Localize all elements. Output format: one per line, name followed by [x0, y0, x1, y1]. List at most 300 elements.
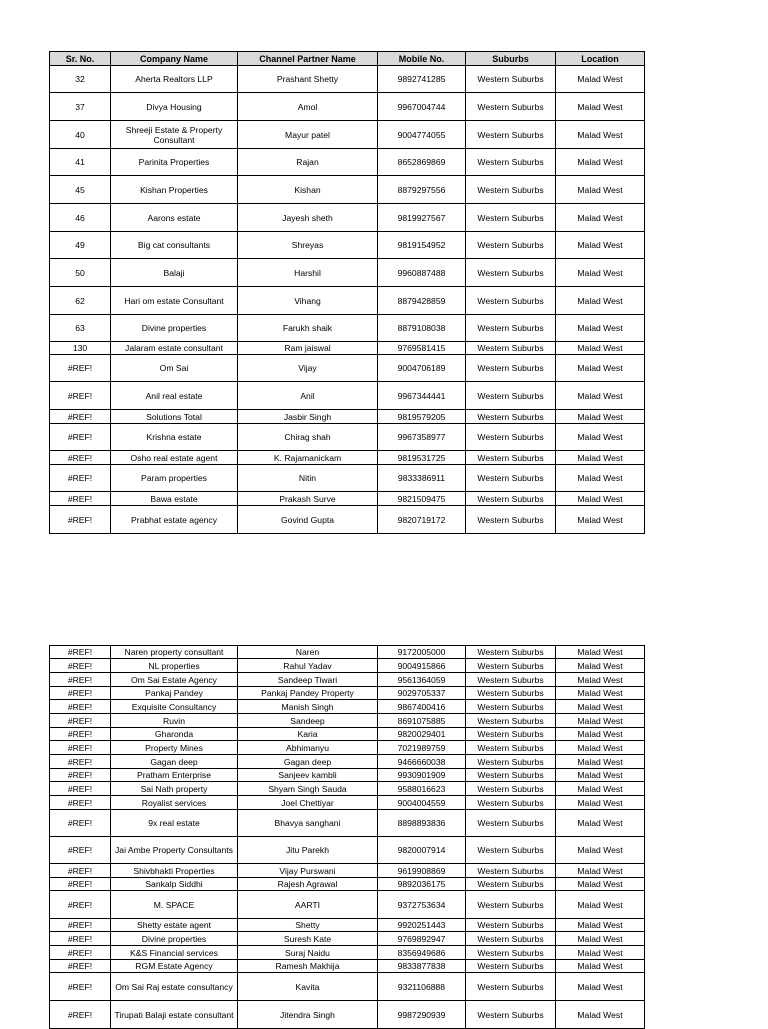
- cell-company-name: Prabhat estate agency: [111, 506, 238, 534]
- table-row: [50, 121, 645, 149]
- cell-suburb: Western Suburbs: [466, 837, 556, 864]
- cell-location: Malad West: [556, 810, 645, 837]
- cell-partner-name: Prakash Surve: [238, 492, 378, 506]
- table-row: [50, 769, 645, 782]
- cell-location: Malad West: [556, 973, 645, 1001]
- table-row: [50, 93, 645, 121]
- cell-sr-no: 63: [50, 315, 111, 342]
- cell-location: Malad West: [556, 424, 645, 451]
- cell-company-name: Shetty estate agent: [111, 919, 238, 932]
- cell-location: Malad West: [556, 315, 645, 342]
- table-row: [50, 465, 645, 492]
- cell-sr-no: #REF!: [50, 646, 111, 659]
- partner-table-bottom: [49, 645, 645, 1029]
- cell-suburb: Western Suburbs: [466, 204, 556, 232]
- cell-mobile-no: 9820007914: [378, 837, 466, 864]
- table-row: [50, 714, 645, 728]
- cell-location: Malad West: [556, 687, 645, 700]
- cell-partner-name: Suresh Kate: [238, 932, 378, 946]
- cell-suburb: Western Suburbs: [466, 287, 556, 315]
- cell-company-name: Aherta Realtors LLP: [111, 66, 238, 93]
- cell-partner-name: Suraj Naidu: [238, 946, 378, 960]
- cell-location: Malad West: [556, 287, 645, 315]
- table-row: [50, 66, 645, 93]
- cell-mobile-no: 8879428859: [378, 287, 466, 315]
- table-row: [50, 932, 645, 946]
- table-row: [50, 315, 645, 342]
- cell-suburb: Western Suburbs: [466, 673, 556, 687]
- table-row: [50, 700, 645, 714]
- cell-company-name: Solutions Total: [111, 410, 238, 424]
- cell-company-name: Shreeji Estate & Property Consultant: [111, 121, 238, 149]
- cell-mobile-no: 9820029401: [378, 728, 466, 741]
- cell-suburb: Western Suburbs: [466, 410, 556, 424]
- cell-sr-no: #REF!: [50, 755, 111, 769]
- cell-mobile-no: 8691075885: [378, 714, 466, 728]
- cell-company-name: Osho real estate agent: [111, 451, 238, 465]
- cell-sr-no: #REF!: [50, 728, 111, 741]
- cell-sr-no: #REF!: [50, 960, 111, 973]
- cell-company-name: Ruvin: [111, 714, 238, 728]
- table-row: [50, 424, 645, 451]
- cell-suburb: Western Suburbs: [466, 960, 556, 973]
- cell-partner-name: K. Rajamanickam: [238, 451, 378, 465]
- cell-location: Malad West: [556, 204, 645, 232]
- cell-company-name: Krishna estate: [111, 424, 238, 451]
- cell-company-name: Tirupati Balaji estate consultant: [111, 1001, 238, 1029]
- table-row: [50, 810, 645, 837]
- cell-suburb: Western Suburbs: [466, 355, 556, 382]
- cell-location: Malad West: [556, 410, 645, 424]
- table-row: [50, 796, 645, 810]
- cell-suburb: Western Suburbs: [466, 782, 556, 796]
- cell-location: Malad West: [556, 714, 645, 728]
- header-row: [50, 52, 645, 66]
- cell-suburb: Western Suburbs: [466, 810, 556, 837]
- cell-sr-no: #REF!: [50, 741, 111, 755]
- cell-company-name: NL properties: [111, 659, 238, 673]
- table-row: [50, 355, 645, 382]
- cell-partner-name: Vijay Purswani: [238, 864, 378, 878]
- cell-location: Malad West: [556, 919, 645, 932]
- cell-sr-no: #REF!: [50, 796, 111, 810]
- cell-sr-no: 46: [50, 204, 111, 232]
- cell-company-name: Shivbhakti Properties: [111, 864, 238, 878]
- cell-company-name: Anil real estate: [111, 382, 238, 410]
- cell-suburb: Western Suburbs: [466, 232, 556, 259]
- cell-suburb: Western Suburbs: [466, 796, 556, 810]
- cell-sr-no: #REF!: [50, 837, 111, 864]
- table-row: [50, 149, 645, 176]
- table-row: [50, 1001, 645, 1029]
- cell-location: Malad West: [556, 932, 645, 946]
- cell-sr-no: #REF!: [50, 492, 111, 506]
- cell-partner-name: Jasbir Singh: [238, 410, 378, 424]
- cell-suburb: Western Suburbs: [466, 424, 556, 451]
- cell-location: Malad West: [556, 232, 645, 259]
- cell-sr-no: 49: [50, 232, 111, 259]
- cell-partner-name: Shetty: [238, 919, 378, 932]
- cell-company-name: Pankaj Pandey: [111, 687, 238, 700]
- cell-location: Malad West: [556, 891, 645, 919]
- cell-suburb: Western Suburbs: [466, 492, 556, 506]
- cell-sr-no: #REF!: [50, 465, 111, 492]
- table-row: [50, 960, 645, 973]
- cell-mobile-no: 9967358977: [378, 424, 466, 451]
- table-row: [50, 741, 645, 755]
- cell-company-name: Gharonda: [111, 728, 238, 741]
- cell-company-name: Divine properties: [111, 932, 238, 946]
- cell-sr-no: 41: [50, 149, 111, 176]
- cell-location: Malad West: [556, 149, 645, 176]
- cell-sr-no: #REF!: [50, 506, 111, 534]
- cell-company-name: Pratham Enterprise: [111, 769, 238, 782]
- cell-mobile-no: 9833877838: [378, 960, 466, 973]
- cell-company-name: Om Sai: [111, 355, 238, 382]
- table-row: [50, 946, 645, 960]
- cell-suburb: Western Suburbs: [466, 66, 556, 93]
- cell-location: Malad West: [556, 382, 645, 410]
- cell-location: Malad West: [556, 342, 645, 355]
- cell-sr-no: #REF!: [50, 769, 111, 782]
- cell-suburb: Western Suburbs: [466, 919, 556, 932]
- cell-sr-no: #REF!: [50, 382, 111, 410]
- table-row: [50, 864, 645, 878]
- table-row: [50, 782, 645, 796]
- cell-partner-name: Abhimanyu: [238, 741, 378, 755]
- table-row: [50, 919, 645, 932]
- cell-sr-no: #REF!: [50, 659, 111, 673]
- cell-partner-name: Vihang: [238, 287, 378, 315]
- cell-suburb: Western Suburbs: [466, 973, 556, 1001]
- cell-partner-name: Mayur patel: [238, 121, 378, 149]
- cell-partner-name: Joel Chettiyar: [238, 796, 378, 810]
- cell-partner-name: AARTI: [238, 891, 378, 919]
- cell-mobile-no: 9769892947: [378, 932, 466, 946]
- cell-mobile-no: 9930901909: [378, 769, 466, 782]
- cell-suburb: Western Suburbs: [466, 728, 556, 741]
- cell-partner-name: Kishan: [238, 176, 378, 204]
- cell-partner-name: Harshil: [238, 259, 378, 287]
- cell-company-name: Hari om estate Consultant: [111, 287, 238, 315]
- cell-location: Malad West: [556, 960, 645, 973]
- cell-suburb: Western Suburbs: [466, 864, 556, 878]
- cell-company-name: Sai Nath property: [111, 782, 238, 796]
- cell-sr-no: #REF!: [50, 932, 111, 946]
- cell-suburb: Western Suburbs: [466, 755, 556, 769]
- cell-mobile-no: 9833386911: [378, 465, 466, 492]
- cell-suburb: Western Suburbs: [466, 315, 556, 342]
- cell-company-name: Jalaram estate consultant: [111, 342, 238, 355]
- cell-suburb: Western Suburbs: [466, 149, 556, 176]
- cell-suburb: Western Suburbs: [466, 659, 556, 673]
- partner-table-top: [49, 51, 645, 534]
- cell-location: Malad West: [556, 782, 645, 796]
- cell-partner-name: Rajan: [238, 149, 378, 176]
- cell-partner-name: Jitu Parekh: [238, 837, 378, 864]
- cell-partner-name: Nitin: [238, 465, 378, 492]
- cell-location: Malad West: [556, 121, 645, 149]
- cell-sr-no: 62: [50, 287, 111, 315]
- cell-mobile-no: 9967344441: [378, 382, 466, 410]
- cell-location: Malad West: [556, 492, 645, 506]
- table-row: [50, 687, 645, 700]
- cell-sr-no: 45: [50, 176, 111, 204]
- cell-partner-name: Anil: [238, 382, 378, 410]
- cell-mobile-no: 7021989759: [378, 741, 466, 755]
- header-company-name: Company Name: [111, 52, 238, 66]
- cell-location: Malad West: [556, 700, 645, 714]
- cell-mobile-no: 9819579205: [378, 410, 466, 424]
- cell-company-name: Kishan Properties: [111, 176, 238, 204]
- cell-partner-name: Sandeep Tiwari: [238, 673, 378, 687]
- cell-sr-no: #REF!: [50, 946, 111, 960]
- cell-sr-no: #REF!: [50, 864, 111, 878]
- cell-location: Malad West: [556, 796, 645, 810]
- cell-partner-name: Gagan deep: [238, 755, 378, 769]
- cell-sr-no: #REF!: [50, 1001, 111, 1029]
- table-row: [50, 837, 645, 864]
- cell-location: Malad West: [556, 93, 645, 121]
- cell-mobile-no: 9819531725: [378, 451, 466, 465]
- cell-sr-no: #REF!: [50, 355, 111, 382]
- table-row: [50, 176, 645, 204]
- cell-location: Malad West: [556, 646, 645, 659]
- cell-suburb: Western Suburbs: [466, 93, 556, 121]
- header-mobile-no: Mobile No.: [378, 52, 466, 66]
- cell-mobile-no: 9004915866: [378, 659, 466, 673]
- cell-mobile-no: 9819154952: [378, 232, 466, 259]
- table-row: [50, 382, 645, 410]
- cell-mobile-no: 9619908869: [378, 864, 466, 878]
- cell-partner-name: Sanjeev kambli: [238, 769, 378, 782]
- cell-sr-no: 37: [50, 93, 111, 121]
- table-row: [50, 287, 645, 315]
- cell-mobile-no: 9867400416: [378, 700, 466, 714]
- cell-location: Malad West: [556, 259, 645, 287]
- cell-sr-no: #REF!: [50, 919, 111, 932]
- cell-mobile-no: 9821509475: [378, 492, 466, 506]
- cell-company-name: RGM Estate Agency: [111, 960, 238, 973]
- cell-suburb: Western Suburbs: [466, 465, 556, 492]
- cell-partner-name: Karia: [238, 728, 378, 741]
- cell-suburb: Western Suburbs: [466, 646, 556, 659]
- cell-partner-name: Shyam Singh Sauda: [238, 782, 378, 796]
- cell-partner-name: Rahul Yadav: [238, 659, 378, 673]
- cell-suburb: Western Suburbs: [466, 946, 556, 960]
- cell-mobile-no: 8879108038: [378, 315, 466, 342]
- header-suburbs: Suburbs: [466, 52, 556, 66]
- cell-company-name: Om Sai Raj estate consultancy: [111, 973, 238, 1001]
- cell-sr-no: #REF!: [50, 673, 111, 687]
- cell-suburb: Western Suburbs: [466, 382, 556, 410]
- cell-company-name: Divine properties: [111, 315, 238, 342]
- cell-suburb: Western Suburbs: [466, 121, 556, 149]
- cell-mobile-no: 9892036175: [378, 878, 466, 891]
- cell-sr-no: #REF!: [50, 782, 111, 796]
- cell-company-name: Royalist services: [111, 796, 238, 810]
- header-sr-no: Sr. No.: [50, 52, 111, 66]
- cell-mobile-no: 9769581415: [378, 342, 466, 355]
- table-row: [50, 728, 645, 741]
- cell-mobile-no: 9004774055: [378, 121, 466, 149]
- cell-location: Malad West: [556, 769, 645, 782]
- cell-suburb: Western Suburbs: [466, 259, 556, 287]
- table-row: [50, 973, 645, 1001]
- cell-company-name: Property Mines: [111, 741, 238, 755]
- cell-suburb: Western Suburbs: [466, 700, 556, 714]
- cell-location: Malad West: [556, 741, 645, 755]
- table-row: [50, 492, 645, 506]
- cell-partner-name: Chirag shah: [238, 424, 378, 451]
- cell-sr-no: #REF!: [50, 810, 111, 837]
- cell-company-name: Parinita Properties: [111, 149, 238, 176]
- cell-company-name: Bawa estate: [111, 492, 238, 506]
- cell-location: Malad West: [556, 355, 645, 382]
- cell-location: Malad West: [556, 465, 645, 492]
- cell-company-name: Divya Housing: [111, 93, 238, 121]
- cell-mobile-no: 8652869869: [378, 149, 466, 176]
- cell-suburb: Western Suburbs: [466, 932, 556, 946]
- cell-suburb: Western Suburbs: [466, 506, 556, 534]
- table-row: [50, 646, 645, 659]
- cell-company-name: Gagan deep: [111, 755, 238, 769]
- cell-partner-name: Ramesh Makhija: [238, 960, 378, 973]
- cell-company-name: Balaji: [111, 259, 238, 287]
- cell-company-name: Big cat consultants: [111, 232, 238, 259]
- cell-location: Malad West: [556, 755, 645, 769]
- cell-sr-no: 40: [50, 121, 111, 149]
- cell-sr-no: #REF!: [50, 687, 111, 700]
- cell-suburb: Western Suburbs: [466, 714, 556, 728]
- table-row: [50, 878, 645, 891]
- cell-partner-name: Naren: [238, 646, 378, 659]
- cell-partner-name: Amol: [238, 93, 378, 121]
- header-channel-partner-name: Channel Partner Name: [238, 52, 378, 66]
- cell-partner-name: Shreyas: [238, 232, 378, 259]
- cell-sr-no: #REF!: [50, 424, 111, 451]
- cell-mobile-no: 9561364059: [378, 673, 466, 687]
- cell-mobile-no: 9321106888: [378, 973, 466, 1001]
- cell-mobile-no: 9820719172: [378, 506, 466, 534]
- cell-sr-no: 32: [50, 66, 111, 93]
- cell-mobile-no: 8898893836: [378, 810, 466, 837]
- cell-partner-name: Prashant Shetty: [238, 66, 378, 93]
- cell-partner-name: Pankaj Pandey Property: [238, 687, 378, 700]
- cell-mobile-no: 9960887488: [378, 259, 466, 287]
- cell-partner-name: Sandeep: [238, 714, 378, 728]
- table-row: [50, 659, 645, 673]
- cell-suburb: Western Suburbs: [466, 878, 556, 891]
- cell-mobile-no: 9819927567: [378, 204, 466, 232]
- table-row: [50, 891, 645, 919]
- cell-company-name: Om Sai Estate Agency: [111, 673, 238, 687]
- cell-mobile-no: 9172005000: [378, 646, 466, 659]
- cell-company-name: M. SPACE: [111, 891, 238, 919]
- table-row: [50, 410, 645, 424]
- cell-partner-name: Ram jaiswal: [238, 342, 378, 355]
- cell-mobile-no: 9004004559: [378, 796, 466, 810]
- table-row: [50, 673, 645, 687]
- cell-sr-no: 50: [50, 259, 111, 287]
- cell-location: Malad West: [556, 728, 645, 741]
- cell-location: Malad West: [556, 176, 645, 204]
- cell-suburb: Western Suburbs: [466, 342, 556, 355]
- cell-sr-no: #REF!: [50, 700, 111, 714]
- cell-suburb: Western Suburbs: [466, 1001, 556, 1029]
- cell-partner-name: Kavita: [238, 973, 378, 1001]
- cell-sr-no: #REF!: [50, 973, 111, 1001]
- cell-sr-no: #REF!: [50, 410, 111, 424]
- cell-location: Malad West: [556, 659, 645, 673]
- cell-mobile-no: 8879297556: [378, 176, 466, 204]
- table-row: [50, 204, 645, 232]
- cell-company-name: 9x real estate: [111, 810, 238, 837]
- cell-partner-name: Vijay: [238, 355, 378, 382]
- cell-location: Malad West: [556, 878, 645, 891]
- cell-suburb: Western Suburbs: [466, 687, 556, 700]
- cell-partner-name: Jitendra Singh: [238, 1001, 378, 1029]
- cell-partner-name: Bhavya sanghani: [238, 810, 378, 837]
- table-row: [50, 451, 645, 465]
- cell-mobile-no: 9588016623: [378, 782, 466, 796]
- cell-location: Malad West: [556, 1001, 645, 1029]
- cell-suburb: Western Suburbs: [466, 176, 556, 204]
- table-row: [50, 506, 645, 534]
- cell-company-name: Aarons estate: [111, 204, 238, 232]
- cell-company-name: Exquisite Consultancy: [111, 700, 238, 714]
- cell-location: Malad West: [556, 673, 645, 687]
- cell-suburb: Western Suburbs: [466, 891, 556, 919]
- cell-location: Malad West: [556, 66, 645, 93]
- table-row: [50, 342, 645, 355]
- cell-mobile-no: 9466660038: [378, 755, 466, 769]
- cell-mobile-no: 9967004744: [378, 93, 466, 121]
- cell-company-name: K&S Financial services: [111, 946, 238, 960]
- cell-suburb: Western Suburbs: [466, 451, 556, 465]
- cell-partner-name: Govind Gupta: [238, 506, 378, 534]
- cell-company-name: Jai Ambe Property Consultants: [111, 837, 238, 864]
- cell-sr-no: #REF!: [50, 878, 111, 891]
- header-location: Location: [556, 52, 645, 66]
- cell-company-name: Sankalp Siddhi: [111, 878, 238, 891]
- cell-location: Malad West: [556, 837, 645, 864]
- cell-sr-no: 130: [50, 342, 111, 355]
- cell-mobile-no: 9004706189: [378, 355, 466, 382]
- cell-mobile-no: 9372753634: [378, 891, 466, 919]
- cell-mobile-no: 9029705337: [378, 687, 466, 700]
- cell-partner-name: Rajesh Agrawal: [238, 878, 378, 891]
- cell-mobile-no: 9920251443: [378, 919, 466, 932]
- cell-suburb: Western Suburbs: [466, 769, 556, 782]
- cell-location: Malad West: [556, 506, 645, 534]
- table-row: [50, 755, 645, 769]
- cell-mobile-no: 9987290939: [378, 1001, 466, 1029]
- cell-mobile-no: 9892741285: [378, 66, 466, 93]
- cell-partner-name: Manish Singh: [238, 700, 378, 714]
- cell-location: Malad West: [556, 864, 645, 878]
- cell-company-name: Naren property consultant: [111, 646, 238, 659]
- cell-mobile-no: 8356949686: [378, 946, 466, 960]
- cell-sr-no: #REF!: [50, 451, 111, 465]
- cell-suburb: Western Suburbs: [466, 741, 556, 755]
- cell-sr-no: #REF!: [50, 714, 111, 728]
- cell-company-name: Param properties: [111, 465, 238, 492]
- cell-location: Malad West: [556, 451, 645, 465]
- cell-sr-no: #REF!: [50, 891, 111, 919]
- table-row: [50, 232, 645, 259]
- table-row: [50, 259, 645, 287]
